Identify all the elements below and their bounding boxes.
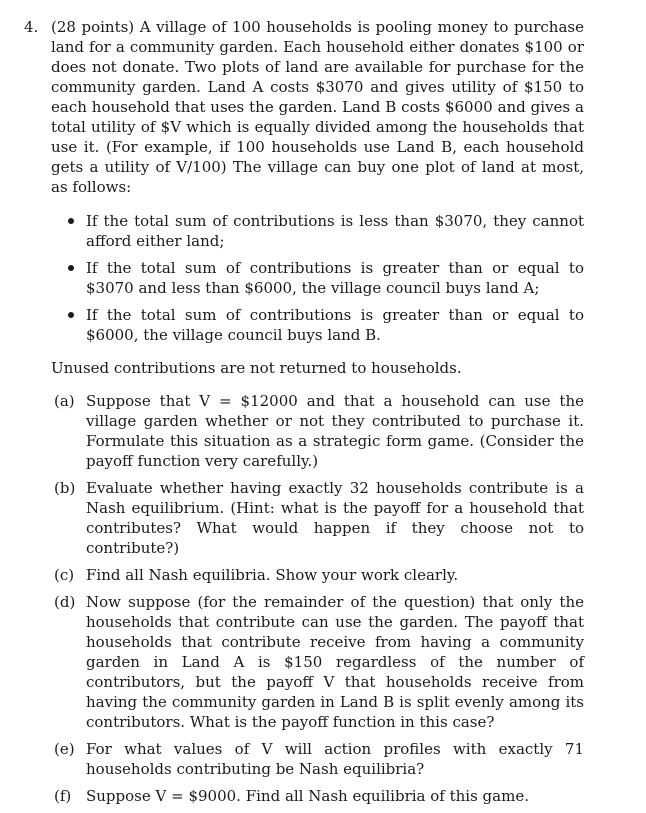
bullet-icon	[68, 218, 74, 224]
unused-contributions-note: Unused contributions are not returned to households.	[51, 359, 462, 377]
bullet-icon	[68, 265, 74, 271]
part-text: For what values of V will action profiles with exactly 71 households contributing be Nash equilibria?	[86, 740, 584, 778]
purchase-rules-list	[24, 211, 584, 345]
part-label: (a)	[54, 392, 75, 410]
rule-text: If the total sum of contributions is greater than or equal to $6000, the village council buys land B.	[86, 306, 584, 344]
rule-item	[86, 211, 584, 251]
rule-item	[86, 258, 584, 298]
question-part	[54, 478, 584, 558]
rule-item	[86, 305, 584, 345]
question-part	[54, 391, 584, 471]
part-label: (f)	[54, 787, 72, 805]
part-label: (e)	[54, 740, 75, 758]
part-text: Now suppose (for the remainder of the question) that only the households that contribute can use the garden. The payoff that households that contribute receive from having a community garden in Land A is $150 regardless of the number of contributors, but the payoff V that households receive from having the community garden in Land B is split evenly among its contributors. What is the payoff function in this case?	[86, 593, 584, 731]
part-text: Evaluate whether having exactly 32 households contribute is a Nash equilibrium. (Hint: what is the payoff for a household that contributes? What would happen if they choose not to contribute?)	[86, 479, 584, 557]
part-label: (b)	[54, 479, 76, 497]
problem-number: 4.	[24, 18, 39, 36]
part-label: (c)	[54, 566, 75, 584]
part-text: Suppose that V = $12000 and that a household can use the village garden whether or not they contributed to purchase it. Formulate this situation as a strategic form game. (Consider the payoff function very carefully.)	[86, 392, 584, 470]
problem-intro: (28 points) A village of 100 households is pooling money to purchase land for a community garden. Each household either donates $100 or does not donate. Two plots of land are available for purchase for the community garden. Land A costs $3070 and gives utility of $150 to each household that uses the garden. Land B costs $6000 and gives a total utility of $V which is equally divided among the households that use it. (For example, if 100 households use Land B, each household gets a utility of V/100) The village can buy one plot of land at most, as follows:	[51, 18, 584, 196]
question-part	[54, 565, 584, 585]
part-text: Find all Nash equilibria. Show your work clearly.	[86, 566, 459, 584]
rule-text: If the total sum of contributions is greater than or equal to $3070 and less than $6000, the village council buys land A;	[86, 259, 584, 297]
rule-text: If the total sum of contributions is less than $3070, they cannot afford either land;	[86, 212, 584, 250]
question-part	[54, 592, 584, 732]
part-text: Suppose V = $9000. Find all Nash equilibria of this game.	[86, 787, 529, 805]
part-label: (d)	[54, 593, 76, 611]
problem-4	[24, 17, 584, 813]
question-part	[54, 786, 584, 806]
bullet-icon	[68, 312, 74, 318]
question-part	[54, 739, 584, 779]
question-parts-list	[24, 391, 584, 806]
